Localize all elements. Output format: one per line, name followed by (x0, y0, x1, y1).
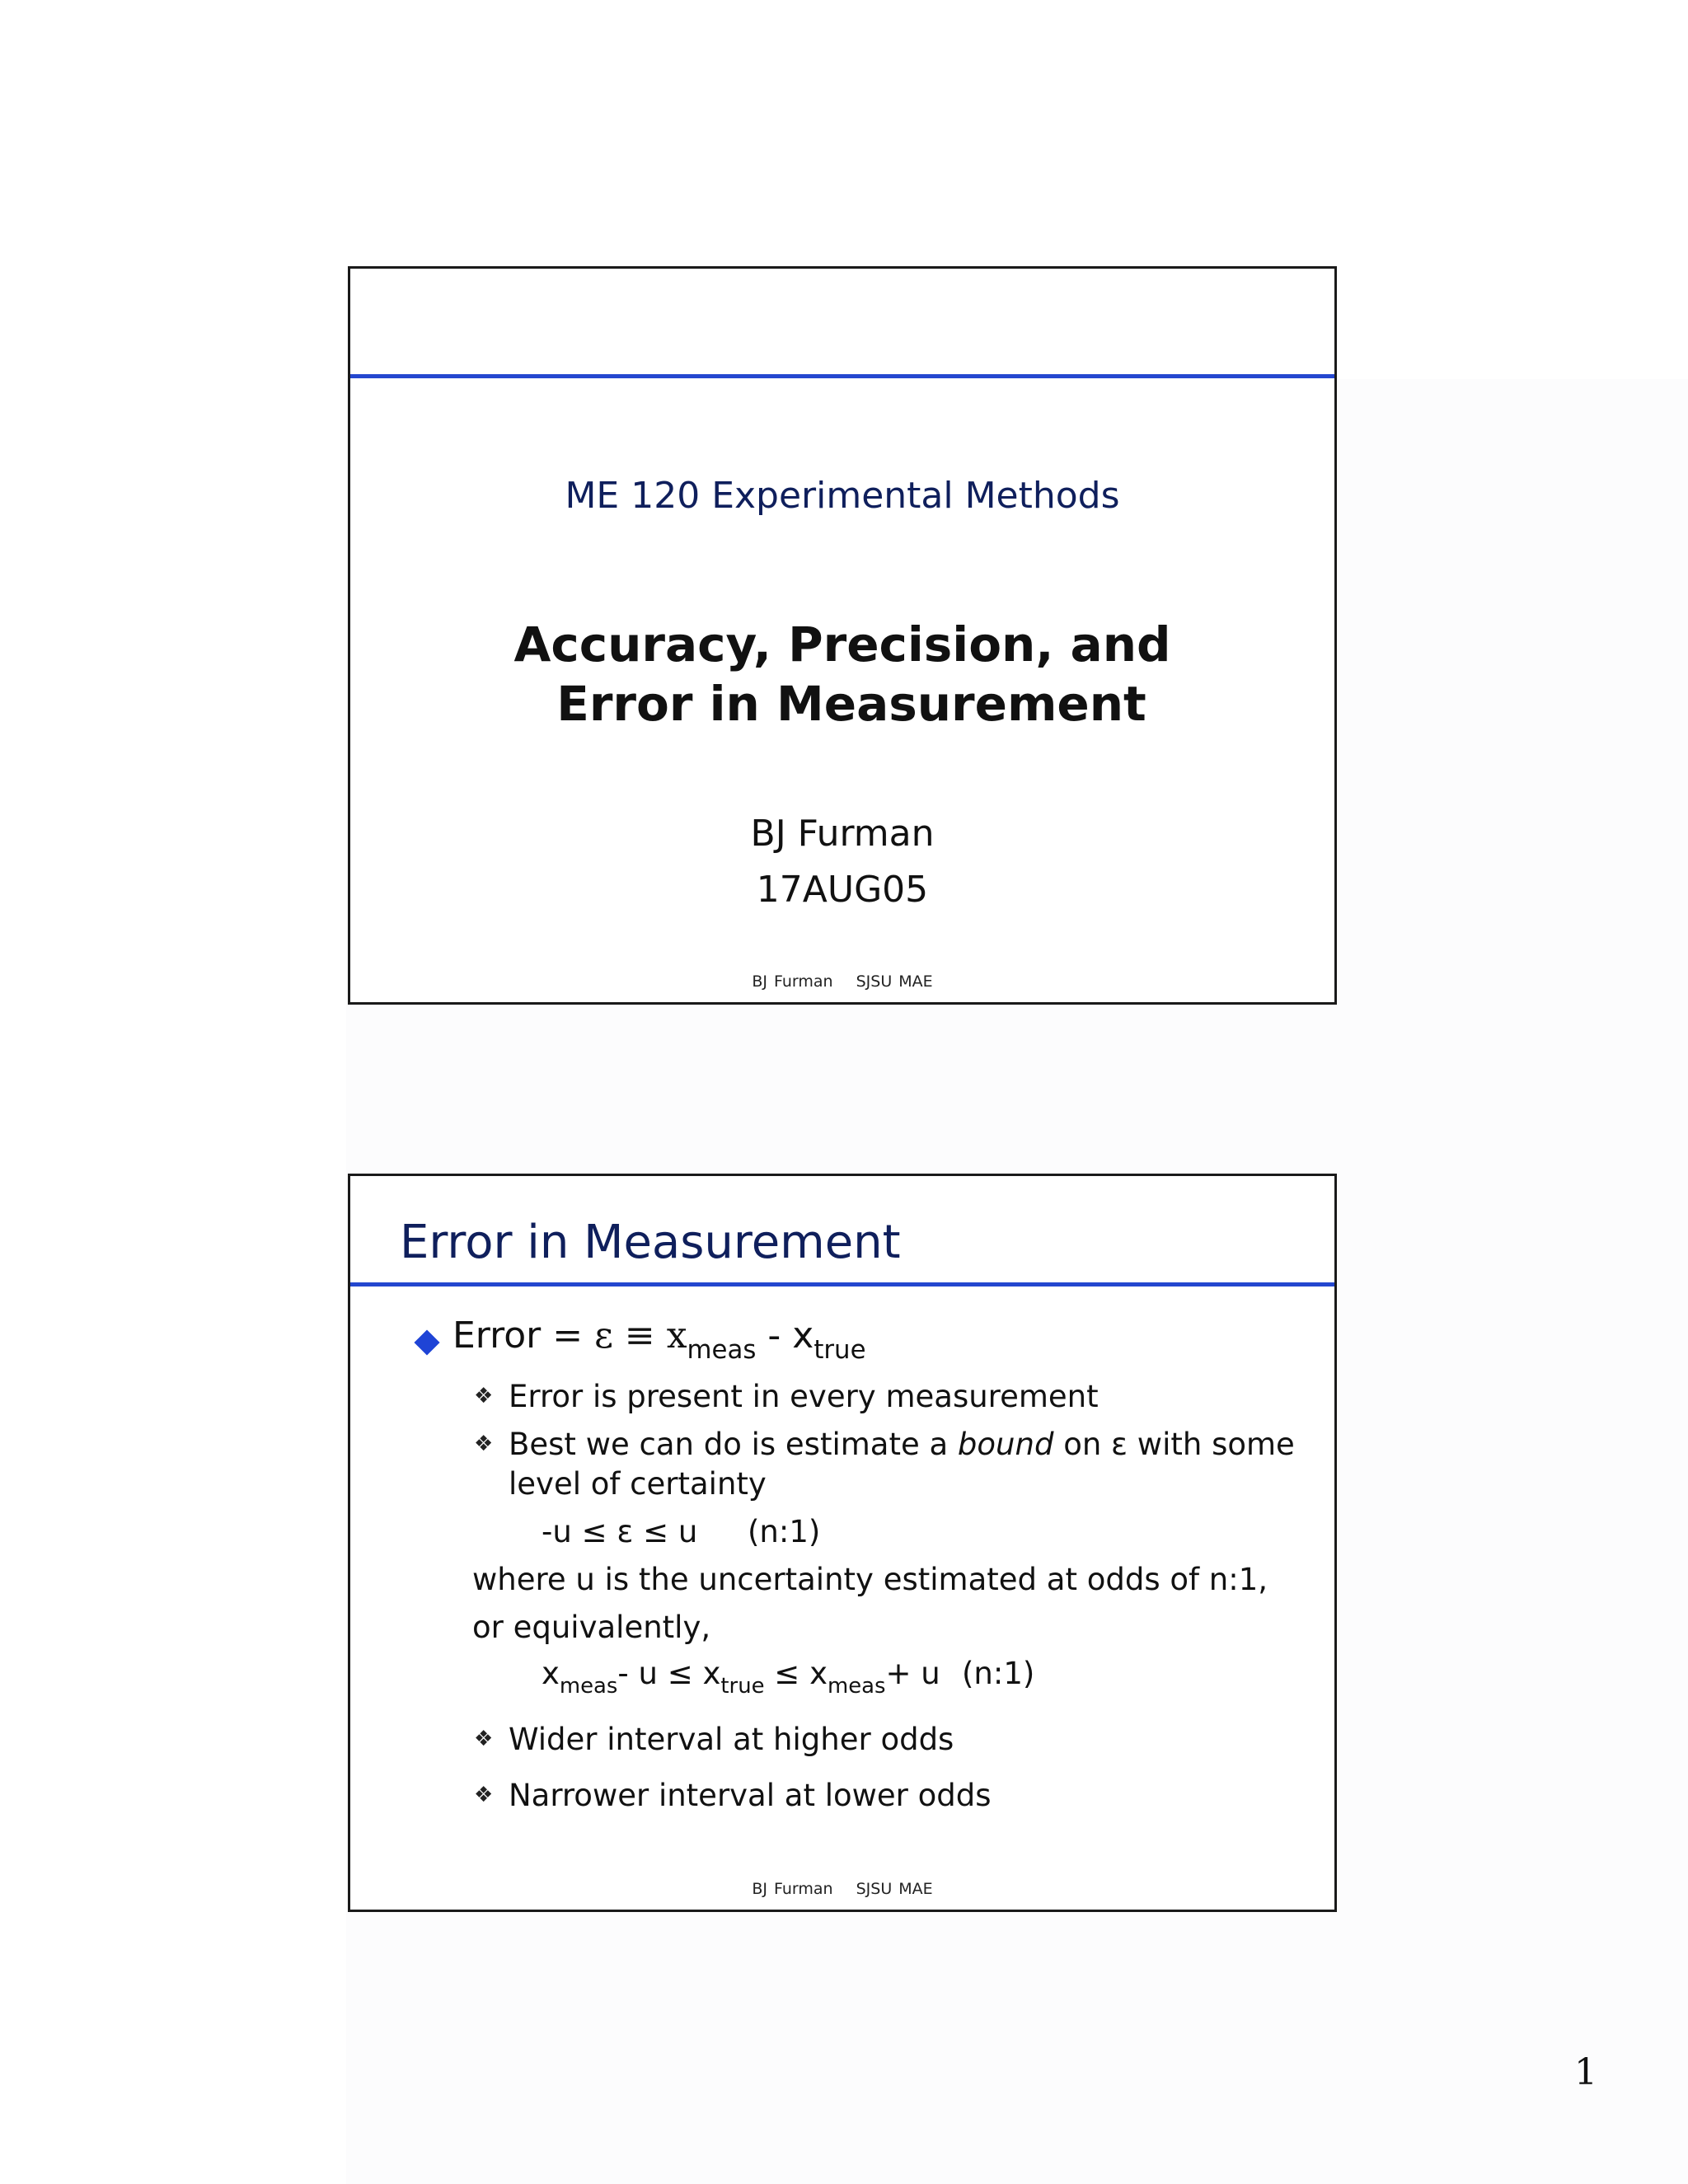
diamond-bullet-icon (414, 1329, 439, 1355)
presentation-title (350, 615, 1334, 733)
bullet-estimate-bound-line2: level of certainty (509, 1466, 767, 1502)
header-rule (350, 374, 1334, 378)
header-rule (350, 1282, 1334, 1286)
equivalently-text: or equivalently, (472, 1610, 711, 1645)
slide-title: Error in Measurement (400, 1216, 901, 1269)
inequality-odds: (n:1) (748, 1514, 821, 1549)
diamond-cluster-bullet-icon: ❖ (474, 1384, 494, 1408)
footer-dept: SJSU MAE (856, 1880, 933, 1898)
footer-author: BJ Furman (752, 972, 833, 991)
uncertainty-explanation: where u is the uncertainty estimated at odds of n:1, (472, 1562, 1268, 1597)
title-slide (348, 266, 1337, 1005)
presentation-date: 17AUG05 (756, 869, 929, 911)
inequality-error-bound: -u ≤ ε ≤ u (542, 1514, 698, 1549)
diamond-cluster-bullet-icon: ❖ (474, 1727, 494, 1751)
course-name: ME 120 Experimental Methods (565, 475, 1120, 517)
bullet-error-present: Error is present in every measurement (509, 1379, 1099, 1414)
content-slide (348, 1174, 1337, 1912)
error-definition: Error = $\varepsilon \equiv x_{meas} - x_{true}$ (452, 1315, 866, 1365)
title-line-1: Accuracy, Precision, and (513, 616, 1171, 673)
footer-dept: SJSU MAE (856, 972, 933, 991)
footer-author: BJ Furman (752, 1880, 833, 1898)
inequality-true-value: $x_{meas}-$ $u \le x_{true} \le x_{meas}+ u$ (542, 1656, 940, 1699)
inequality-true-value-odds: (n:1) (962, 1656, 1035, 1691)
bullet-wider-interval: Wider interval at higher odds (509, 1722, 954, 1757)
author-name: BJ Furman (750, 813, 935, 855)
slide-footer (350, 1880, 1334, 1898)
diamond-cluster-bullet-icon: ❖ (474, 1783, 494, 1807)
title-line-2: Error in Measurement (556, 676, 1146, 732)
bullet-narrower-interval: Narrower interval at lower odds (509, 1778, 992, 1813)
bullet-estimate-bound: Best we can do is estimate a bound on ε with some (509, 1427, 1295, 1462)
diamond-cluster-bullet-icon: ❖ (474, 1432, 494, 1456)
page-number: 1 (1574, 2051, 1597, 2093)
slide-footer (350, 972, 1334, 991)
